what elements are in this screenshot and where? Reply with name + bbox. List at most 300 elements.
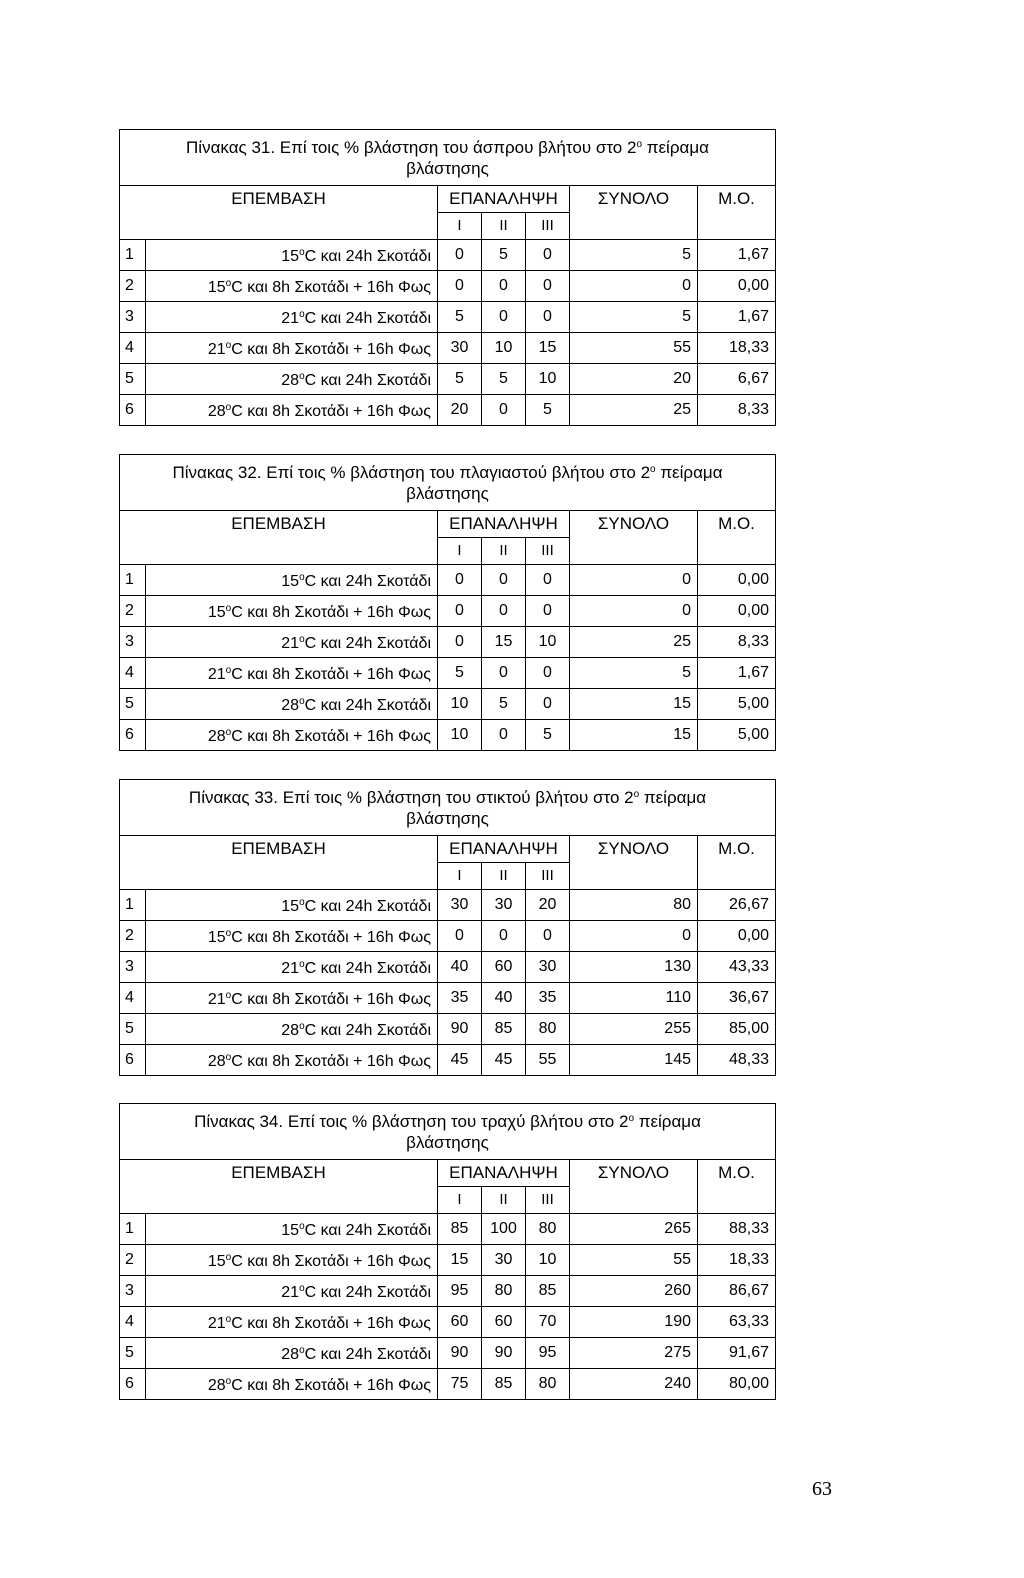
cell-total: 5 bbox=[570, 240, 698, 271]
treatment-conditions: C και 8h Σκοτάδι + 16h Φως bbox=[231, 929, 431, 946]
table-row bbox=[120, 364, 776, 395]
header-treatment: ΕΠΕΜΒΑΣΗ bbox=[120, 836, 438, 863]
degree-symbol: o bbox=[299, 959, 305, 970]
cell-mean: 43,33 bbox=[698, 952, 776, 983]
cell-repetition-value: 10 bbox=[526, 1245, 570, 1276]
cell-mean: 6,67 bbox=[698, 364, 776, 395]
row-number: 3 bbox=[120, 952, 146, 983]
cell-repetition-value: 0 bbox=[482, 658, 526, 689]
data-table bbox=[119, 1103, 776, 1400]
cell-total: 25 bbox=[570, 627, 698, 658]
header-mean: Μ.Ο. bbox=[698, 186, 776, 213]
treatment-conditions: C και 24h Σκοτάδι bbox=[304, 960, 431, 977]
header-repetition: ΕΠΑΝΑΛΗΨΗ bbox=[438, 1160, 570, 1187]
cell-repetition-value: 35 bbox=[526, 983, 570, 1014]
cell-repetition-value: 5 bbox=[438, 364, 482, 395]
cell-repetition-value: 0 bbox=[438, 921, 482, 952]
cell-total: 190 bbox=[570, 1307, 698, 1338]
row-treatment bbox=[146, 627, 438, 658]
cell-repetition-value: 45 bbox=[482, 1045, 526, 1076]
cell-repetition-value: 45 bbox=[438, 1045, 482, 1076]
table-row bbox=[120, 627, 776, 658]
table-row bbox=[120, 1214, 776, 1245]
cell-repetition-value: 0 bbox=[526, 689, 570, 720]
treatment-temperature: 21 bbox=[281, 1284, 300, 1301]
subheader-blank bbox=[120, 863, 438, 890]
cell-repetition-value: 5 bbox=[438, 302, 482, 333]
degree-symbol: o bbox=[299, 696, 305, 707]
row-number: 1 bbox=[120, 1214, 146, 1245]
row-number: 3 bbox=[120, 1276, 146, 1307]
degree-symbol: o bbox=[225, 928, 232, 939]
treatment-temperature: 21 bbox=[207, 991, 226, 1008]
cell-total: 265 bbox=[570, 1214, 698, 1245]
cell-repetition-value: 95 bbox=[526, 1338, 570, 1369]
subheader-repetition: III bbox=[526, 213, 570, 240]
table-row bbox=[120, 720, 776, 751]
subheader-blank bbox=[698, 1187, 776, 1214]
cell-total: 130 bbox=[570, 952, 698, 983]
cell-total: 55 bbox=[570, 333, 698, 364]
row-treatment bbox=[146, 1045, 438, 1076]
row-number: 4 bbox=[120, 1307, 146, 1338]
subheader-blank bbox=[698, 538, 776, 565]
row-treatment bbox=[146, 921, 438, 952]
table-row bbox=[120, 1338, 776, 1369]
row-treatment bbox=[146, 1307, 438, 1338]
row-number: 6 bbox=[120, 1369, 146, 1400]
row-treatment bbox=[146, 395, 438, 426]
cell-repetition-value: 40 bbox=[482, 983, 526, 1014]
subheader-blank bbox=[698, 213, 776, 240]
cell-total: 260 bbox=[570, 1276, 698, 1307]
treatment-conditions: C και 8h Σκοτάδι + 16h Φως bbox=[231, 1253, 431, 1270]
cell-repetition-value: 20 bbox=[438, 395, 482, 426]
cell-repetition-value: 30 bbox=[438, 890, 482, 921]
cell-repetition-value: 90 bbox=[482, 1338, 526, 1369]
cell-repetition-value: 30 bbox=[526, 952, 570, 983]
header-total: ΣΥΝΟΛΟ bbox=[570, 836, 698, 863]
table-title bbox=[120, 130, 776, 186]
treatment-temperature: 28 bbox=[207, 728, 226, 745]
subheader-blank bbox=[698, 863, 776, 890]
cell-repetition-value: 5 bbox=[482, 689, 526, 720]
table-title-suffix: πείραμα βλάστησης bbox=[406, 138, 709, 178]
subheader-blank bbox=[570, 213, 698, 240]
cell-mean: 1,67 bbox=[698, 240, 776, 271]
cell-repetition-value: 30 bbox=[482, 890, 526, 921]
cell-repetition-value: 0 bbox=[526, 240, 570, 271]
cell-repetition-value: 15 bbox=[482, 627, 526, 658]
header-treatment: ΕΠΕΜΒΑΣΗ bbox=[120, 186, 438, 213]
cell-repetition-value: 80 bbox=[526, 1014, 570, 1045]
cell-repetition-value: 85 bbox=[438, 1214, 482, 1245]
cell-mean: 8,33 bbox=[698, 627, 776, 658]
subheader-blank bbox=[120, 538, 438, 565]
row-treatment bbox=[146, 1014, 438, 1045]
degree-symbol: o bbox=[225, 1376, 232, 1387]
treatment-conditions: C και 24h Σκοτάδι bbox=[304, 635, 431, 652]
row-number: 3 bbox=[120, 627, 146, 658]
row-number: 4 bbox=[120, 333, 146, 364]
treatment-temperature: 28 bbox=[207, 1377, 226, 1394]
row-number: 4 bbox=[120, 983, 146, 1014]
row-treatment bbox=[146, 240, 438, 271]
cell-repetition-value: 0 bbox=[526, 658, 570, 689]
treatment-conditions: C και 24h Σκοτάδι bbox=[304, 1222, 431, 1239]
row-treatment bbox=[146, 565, 438, 596]
cell-repetition-value: 30 bbox=[482, 1245, 526, 1276]
table-title-superscript: ο bbox=[636, 139, 643, 150]
cell-repetition-value: 95 bbox=[438, 1276, 482, 1307]
table-row bbox=[120, 1014, 776, 1045]
table-row bbox=[120, 596, 776, 627]
table-row bbox=[120, 395, 776, 426]
cell-repetition-value: 70 bbox=[526, 1307, 570, 1338]
table-row bbox=[120, 1369, 776, 1400]
cell-repetition-value: 80 bbox=[526, 1214, 570, 1245]
row-number: 5 bbox=[120, 1338, 146, 1369]
cell-mean: 80,00 bbox=[698, 1369, 776, 1400]
table-title-text: Πίνακας 34. Επί τοις % βλάστηση του τραχύ βλήτου στο 2 bbox=[194, 1112, 629, 1131]
table-row bbox=[120, 1276, 776, 1307]
cell-mean: 5,00 bbox=[698, 689, 776, 720]
cell-mean: 85,00 bbox=[698, 1014, 776, 1045]
treatment-temperature: 21 bbox=[281, 310, 300, 327]
header-total: ΣΥΝΟΛΟ bbox=[570, 186, 698, 213]
degree-symbol: o bbox=[225, 603, 232, 614]
treatment-temperature: 15 bbox=[207, 1253, 226, 1270]
row-number: 1 bbox=[120, 565, 146, 596]
header-total: ΣΥΝΟΛΟ bbox=[570, 1160, 698, 1187]
subheader-blank bbox=[570, 538, 698, 565]
cell-repetition-value: 0 bbox=[482, 302, 526, 333]
subheader-repetition: II bbox=[482, 863, 526, 890]
subheader-blank bbox=[120, 1187, 438, 1214]
treatment-conditions: C και 8h Σκοτάδι + 16h Φως bbox=[231, 1377, 431, 1394]
table-title-text: Πίνακας 33. Επί τοις % βλάστηση του στικτού βλήτου στο 2 bbox=[188, 788, 634, 807]
cell-mean: 18,33 bbox=[698, 333, 776, 364]
table-row bbox=[120, 1245, 776, 1276]
subheader-repetition: I bbox=[438, 863, 482, 890]
cell-total: 275 bbox=[570, 1338, 698, 1369]
cell-mean: 1,67 bbox=[698, 658, 776, 689]
cell-repetition-value: 0 bbox=[482, 921, 526, 952]
treatment-conditions: C και 8h Σκοτάδι + 16h Φως bbox=[231, 403, 431, 420]
treatment-temperature: 15 bbox=[281, 248, 300, 265]
treatment-conditions: C και 24h Σκοτάδι bbox=[304, 898, 431, 915]
degree-symbol: o bbox=[299, 1021, 305, 1032]
table-row bbox=[120, 689, 776, 720]
cell-repetition-value: 0 bbox=[526, 596, 570, 627]
cell-repetition-value: 5 bbox=[482, 364, 526, 395]
cell-total: 0 bbox=[570, 271, 698, 302]
cell-total: 0 bbox=[570, 565, 698, 596]
table-row bbox=[120, 302, 776, 333]
cell-repetition-value: 0 bbox=[438, 627, 482, 658]
row-treatment bbox=[146, 658, 438, 689]
cell-repetition-value: 85 bbox=[526, 1276, 570, 1307]
treatment-temperature: 28 bbox=[207, 1053, 226, 1070]
cell-repetition-value: 80 bbox=[482, 1276, 526, 1307]
row-treatment bbox=[146, 271, 438, 302]
treatment-temperature: 15 bbox=[281, 898, 300, 915]
degree-symbol: o bbox=[225, 278, 232, 289]
treatment-temperature: 28 bbox=[281, 1346, 300, 1363]
degree-symbol: o bbox=[225, 340, 232, 351]
cell-total: 55 bbox=[570, 1245, 698, 1276]
row-number: 2 bbox=[120, 596, 146, 627]
treatment-conditions: C και 24h Σκοτάδι bbox=[304, 248, 431, 265]
degree-symbol: o bbox=[299, 1345, 305, 1356]
cell-repetition-value: 15 bbox=[438, 1245, 482, 1276]
row-number: 5 bbox=[120, 1014, 146, 1045]
table-row bbox=[120, 983, 776, 1014]
table-row bbox=[120, 658, 776, 689]
treatment-conditions: C και 24h Σκοτάδι bbox=[304, 573, 431, 590]
cell-repetition-value: 0 bbox=[526, 565, 570, 596]
degree-symbol: o bbox=[225, 665, 232, 676]
cell-repetition-value: 10 bbox=[438, 689, 482, 720]
subheader-blank bbox=[570, 1187, 698, 1214]
cell-mean: 88,33 bbox=[698, 1214, 776, 1245]
cell-mean: 18,33 bbox=[698, 1245, 776, 1276]
degree-symbol: o bbox=[299, 572, 305, 583]
row-treatment bbox=[146, 1369, 438, 1400]
cell-repetition-value: 0 bbox=[482, 271, 526, 302]
treatment-temperature: 15 bbox=[207, 604, 226, 621]
data-table bbox=[119, 454, 776, 751]
degree-symbol: o bbox=[225, 402, 232, 413]
table-row bbox=[120, 240, 776, 271]
treatment-temperature: 21 bbox=[207, 666, 226, 683]
cell-total: 25 bbox=[570, 395, 698, 426]
cell-repetition-value: 0 bbox=[526, 921, 570, 952]
cell-repetition-value: 35 bbox=[438, 983, 482, 1014]
treatment-conditions: C και 24h Σκοτάδι bbox=[304, 372, 431, 389]
cell-repetition-value: 90 bbox=[438, 1338, 482, 1369]
row-number: 6 bbox=[120, 720, 146, 751]
cell-total: 15 bbox=[570, 689, 698, 720]
cell-repetition-value: 30 bbox=[438, 333, 482, 364]
cell-mean: 48,33 bbox=[698, 1045, 776, 1076]
header-mean: Μ.Ο. bbox=[698, 511, 776, 538]
cell-mean: 1,67 bbox=[698, 302, 776, 333]
treatment-temperature: 15 bbox=[207, 279, 226, 296]
degree-symbol: o bbox=[225, 1052, 232, 1063]
cell-mean: 63,33 bbox=[698, 1307, 776, 1338]
row-number: 1 bbox=[120, 890, 146, 921]
cell-repetition-value: 0 bbox=[526, 302, 570, 333]
cell-total: 80 bbox=[570, 890, 698, 921]
subheader-repetition: I bbox=[438, 538, 482, 565]
row-number: 4 bbox=[120, 658, 146, 689]
cell-mean: 0,00 bbox=[698, 271, 776, 302]
row-treatment bbox=[146, 983, 438, 1014]
header-total: ΣΥΝΟΛΟ bbox=[570, 511, 698, 538]
treatment-temperature: 28 bbox=[281, 1022, 300, 1039]
header-repetition: ΕΠΑΝΑΛΗΨΗ bbox=[438, 836, 570, 863]
degree-symbol: o bbox=[225, 727, 232, 738]
row-number: 2 bbox=[120, 1245, 146, 1276]
cell-total: 20 bbox=[570, 364, 698, 395]
treatment-conditions: C και 8h Σκοτάδι + 16h Φως bbox=[231, 991, 431, 1008]
table-title-text: Πίνακας 31. Επί τοις % βλάστηση του άσπρου βλήτου στο 2 bbox=[186, 138, 637, 157]
header-treatment: ΕΠΕΜΒΑΣΗ bbox=[120, 1160, 438, 1187]
degree-symbol: o bbox=[225, 990, 232, 1001]
treatment-conditions: C και 24h Σκοτάδι bbox=[304, 1284, 431, 1301]
subheader-repetition: III bbox=[526, 1187, 570, 1214]
cell-repetition-value: 40 bbox=[438, 952, 482, 983]
treatment-conditions: C και 24h Σκοτάδι bbox=[304, 1346, 431, 1363]
degree-symbol: o bbox=[299, 897, 305, 908]
cell-mean: 0,00 bbox=[698, 921, 776, 952]
cell-repetition-value: 0 bbox=[438, 596, 482, 627]
degree-symbol: o bbox=[225, 1314, 232, 1325]
cell-repetition-value: 0 bbox=[438, 271, 482, 302]
degree-symbol: o bbox=[299, 1283, 305, 1294]
cell-mean: 26,67 bbox=[698, 890, 776, 921]
header-mean: Μ.Ο. bbox=[698, 1160, 776, 1187]
row-treatment bbox=[146, 890, 438, 921]
subheader-blank bbox=[120, 213, 438, 240]
cell-repetition-value: 5 bbox=[526, 720, 570, 751]
page-number: 63 bbox=[812, 1478, 832, 1500]
subheader-repetition: I bbox=[438, 1187, 482, 1214]
treatment-conditions: C και 8h Σκοτάδι + 16h Φως bbox=[231, 1053, 431, 1070]
cell-total: 5 bbox=[570, 302, 698, 333]
cell-repetition-value: 0 bbox=[482, 395, 526, 426]
subheader-repetition: III bbox=[526, 538, 570, 565]
treatment-temperature: 28 bbox=[281, 697, 300, 714]
header-repetition: ΕΠΑΝΑΛΗΨΗ bbox=[438, 186, 570, 213]
cell-mean: 5,00 bbox=[698, 720, 776, 751]
treatment-conditions: C και 24h Σκοτάδι bbox=[304, 697, 431, 714]
treatment-conditions: C και 8h Σκοτάδι + 16h Φως bbox=[231, 604, 431, 621]
cell-repetition-value: 90 bbox=[438, 1014, 482, 1045]
treatment-temperature: 15 bbox=[281, 573, 300, 590]
cell-repetition-value: 10 bbox=[438, 720, 482, 751]
degree-symbol: o bbox=[299, 247, 305, 258]
table-row bbox=[120, 890, 776, 921]
row-number: 5 bbox=[120, 689, 146, 720]
treatment-temperature: 21 bbox=[281, 960, 300, 977]
treatment-temperature: 15 bbox=[281, 1222, 300, 1239]
treatment-temperature: 28 bbox=[207, 403, 226, 420]
cell-total: 5 bbox=[570, 658, 698, 689]
cell-repetition-value: 55 bbox=[526, 1045, 570, 1076]
header-mean: Μ.Ο. bbox=[698, 836, 776, 863]
row-treatment bbox=[146, 689, 438, 720]
cell-mean: 36,67 bbox=[698, 983, 776, 1014]
subheader-repetition: III bbox=[526, 863, 570, 890]
table-row bbox=[120, 1045, 776, 1076]
cell-repetition-value: 75 bbox=[438, 1369, 482, 1400]
subheader-repetition: II bbox=[482, 213, 526, 240]
cell-repetition-value: 60 bbox=[482, 1307, 526, 1338]
row-number: 2 bbox=[120, 271, 146, 302]
row-treatment bbox=[146, 1276, 438, 1307]
treatment-temperature: 21 bbox=[207, 341, 226, 358]
table-row bbox=[120, 333, 776, 364]
subheader-repetition: II bbox=[482, 1187, 526, 1214]
row-treatment bbox=[146, 720, 438, 751]
degree-symbol: o bbox=[299, 371, 305, 382]
treatment-temperature: 15 bbox=[207, 929, 226, 946]
row-number: 5 bbox=[120, 364, 146, 395]
cell-repetition-value: 10 bbox=[482, 333, 526, 364]
subheader-blank bbox=[570, 863, 698, 890]
treatment-temperature: 21 bbox=[207, 1315, 226, 1332]
table-row bbox=[120, 1307, 776, 1338]
table-row bbox=[120, 921, 776, 952]
treatment-conditions: C και 8h Σκοτάδι + 16h Φως bbox=[231, 666, 431, 683]
table-title bbox=[120, 1104, 776, 1160]
cell-total: 110 bbox=[570, 983, 698, 1014]
degree-symbol: o bbox=[299, 309, 305, 320]
cell-total: 15 bbox=[570, 720, 698, 751]
row-number: 2 bbox=[120, 921, 146, 952]
table-row bbox=[120, 271, 776, 302]
row-number: 1 bbox=[120, 240, 146, 271]
cell-repetition-value: 5 bbox=[482, 240, 526, 271]
treatment-temperature: 28 bbox=[281, 372, 300, 389]
table-title-suffix: πείραμα βλάστησης bbox=[406, 463, 723, 503]
header-treatment: ΕΠΕΜΒΑΣΗ bbox=[120, 511, 438, 538]
cell-mean: 0,00 bbox=[698, 596, 776, 627]
cell-repetition-value: 85 bbox=[482, 1369, 526, 1400]
cell-mean: 86,67 bbox=[698, 1276, 776, 1307]
cell-total: 0 bbox=[570, 596, 698, 627]
header-repetition: ΕΠΑΝΑΛΗΨΗ bbox=[438, 511, 570, 538]
cell-repetition-value: 0 bbox=[482, 565, 526, 596]
treatment-conditions: C και 24h Σκοτάδι bbox=[304, 1022, 431, 1039]
subheader-repetition: II bbox=[482, 538, 526, 565]
subheader-repetition: I bbox=[438, 213, 482, 240]
data-table bbox=[119, 779, 776, 1076]
cell-repetition-value: 0 bbox=[526, 271, 570, 302]
cell-repetition-value: 5 bbox=[526, 395, 570, 426]
treatment-conditions: C και 8h Σκοτάδι + 16h Φως bbox=[231, 279, 431, 296]
cell-total: 145 bbox=[570, 1045, 698, 1076]
row-treatment bbox=[146, 1214, 438, 1245]
cell-repetition-value: 10 bbox=[526, 627, 570, 658]
cell-total: 240 bbox=[570, 1369, 698, 1400]
cell-repetition-value: 60 bbox=[438, 1307, 482, 1338]
treatment-conditions: C και 8h Σκοτάδι + 16h Φως bbox=[231, 728, 431, 745]
cell-mean: 8,33 bbox=[698, 395, 776, 426]
row-treatment bbox=[146, 952, 438, 983]
row-treatment bbox=[146, 1245, 438, 1276]
cell-repetition-value: 100 bbox=[482, 1214, 526, 1245]
cell-repetition-value: 80 bbox=[526, 1369, 570, 1400]
cell-repetition-value: 0 bbox=[482, 720, 526, 751]
table-title-superscript: ο bbox=[650, 464, 656, 475]
table-title-suffix: πείραμα βλάστησης bbox=[406, 1112, 701, 1152]
cell-total: 255 bbox=[570, 1014, 698, 1045]
cell-repetition-value: 5 bbox=[438, 658, 482, 689]
treatment-conditions: C και 8h Σκοτάδι + 16h Φως bbox=[231, 1315, 431, 1332]
degree-symbol: o bbox=[299, 634, 305, 645]
row-number: 6 bbox=[120, 1045, 146, 1076]
table-title-text: Πίνακας 32. Επί τοις % βλάστηση του πλαγιαστού βλήτου στο 2 bbox=[172, 463, 651, 482]
treatment-conditions: C και 24h Σκοτάδι bbox=[304, 310, 431, 327]
data-table bbox=[119, 129, 776, 426]
treatment-temperature: 21 bbox=[281, 635, 300, 652]
row-treatment bbox=[146, 364, 438, 395]
row-treatment bbox=[146, 302, 438, 333]
row-number: 6 bbox=[120, 395, 146, 426]
